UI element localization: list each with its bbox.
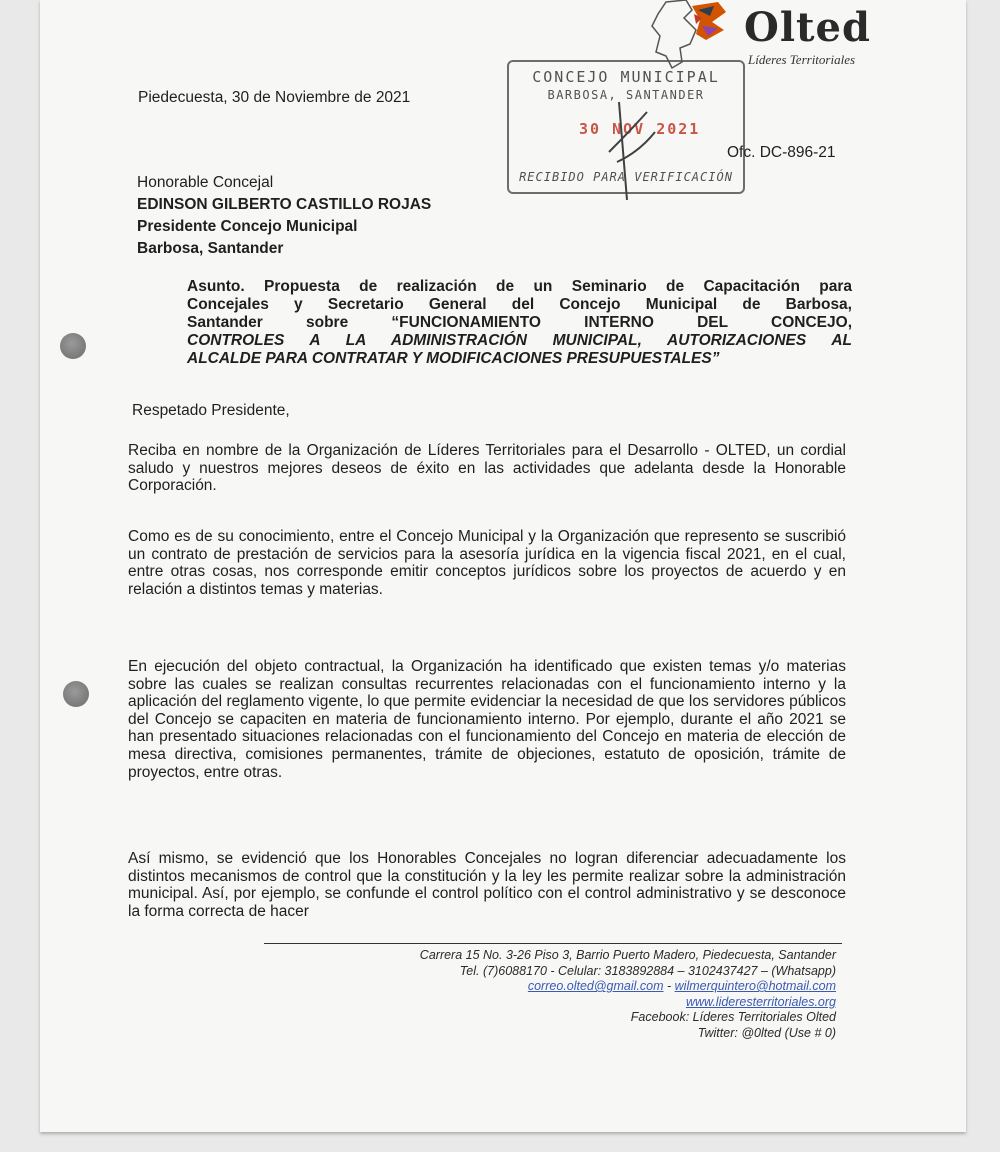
subject-line: Asunto. Propuesta de realización de un Seminario de Capacitación para	[187, 278, 852, 295]
body-paragraph: Reciba en nombre de la Organización de Líderes Territoriales para el Desarrollo - OLTED, un cordial saludo y nuestros mejores deseos de éxito en las actividades que adelanta desde la Honorable Corporación.	[128, 442, 846, 495]
recipient-title: Honorable Concejal	[137, 174, 274, 191]
subject-line: CONTROLES A LA ADMINISTRACIÓN MUNICIPAL, AUTORIZACIONES AL	[187, 332, 852, 349]
body-paragraph: Como es de su conocimiento, entre el Concejo Municipal y la Organización que represento se suscribió un contrato de prestación de servicios para la asesoría jurídica en la vigencia fiscal 2021, en el cual, entre otras cosas, nos corresponde emitir conceptos jurídicos sobre los proyectos de acuerdo y en relación a distintos temas y materias.	[128, 528, 846, 598]
recipient-position: Presidente Concejo Municipal	[137, 218, 358, 235]
recipient-name: EDINSON GILBERTO CASTILLO ROJAS	[137, 196, 432, 213]
recipient-location: Barbosa, Santander	[137, 240, 284, 257]
signature-mark	[599, 92, 669, 202]
email-link-olted[interactable]: correo.olted@gmail.com	[527, 979, 664, 993]
letter-footer	[420, 948, 836, 1041]
footer-divider	[264, 943, 842, 944]
subject-block	[187, 278, 852, 368]
email-link-wilmer[interactable]: wilmerquintero@hotmail.com	[674, 979, 836, 993]
footer-facebook: Facebook: Líderes Territoriales Olted	[630, 1010, 836, 1024]
footer-address: Carrera 15 No. 3-26 Piso 3, Barrio Puerto Madero, Piedecuesta, Santander	[419, 948, 836, 962]
stamp-date: 30 NOV 2021	[579, 120, 701, 138]
received-stamp	[507, 60, 745, 194]
binder-hole	[60, 333, 86, 359]
subject-line: ALCALDE PARA CONTRATAR Y MODIFICACIONES PRESUPUESTALES”	[187, 350, 720, 367]
logo-tagline: Líderes Territoriales	[748, 52, 856, 67]
letter-date: Piedecuesta, 30 de Noviembre de 2021	[138, 89, 411, 106]
website-link[interactable]: www.lideresterritoriales.org	[685, 994, 836, 1009]
stamp-line-2: BARBOSA, SANTANDER	[547, 88, 705, 102]
logo-wordmark: Olted	[744, 4, 871, 51]
subject-line: Santander sobre “FUNCIONAMIENTO INTERNO DEL CONCEJO,	[187, 314, 852, 331]
subject-line: Concejales y Secretario General del Concejo Municipal de Barbosa,	[187, 296, 852, 313]
body-paragraph: Así mismo, se evidenció que los Honorables Concejales no logran diferenciar adecuadamente los distintos mecanismos de control que la constitución y la ley les permite realizar sobre la administración municipal. Así, por ejemplo, se confunde el control político con el control administrativo y se desconoce la forma correcta de hacer	[128, 850, 846, 920]
stamp-line-1: CONCEJO MUNICIPAL	[532, 68, 720, 86]
office-reference: Ofc. DC-896-21	[727, 144, 836, 161]
greeting: Respetado Presidente,	[132, 402, 290, 419]
footer-phones: Tel. (7)6088170 - Celular: 3183892884 – 3102437427 – (Whatsapp)	[459, 963, 836, 978]
body-paragraph: En ejecución del objeto contractual, la Organización ha identificado que existen temas y/o materias sobre las cuales se realizan consultas recurrentes relacionadas con el funcionamiento interno y la aplicación del reglamento vigente, lo que permite evidenciar la necesidad de que los servidores públicos del Concejo se capaciten en materia de funcionamiento interno. Por ejemplo, durante el año 2021 se han presentado situaciones relacionadas con el funcionamiento del Concejo en materia de elección de mesa directiva, comisiones permanentes, trámite de objeciones, estatuto de oposición, trámite de proyectos, entre otras.	[128, 658, 846, 781]
letter-page	[40, 0, 966, 1132]
recipient-block	[137, 172, 431, 260]
footer-twitter: Twitter: @0lted (Use # 0)	[697, 1025, 836, 1040]
binder-hole	[63, 681, 89, 707]
footer-emails	[420, 979, 836, 995]
email-separator: -	[663, 979, 675, 993]
stamp-line-3: RECIBIDO PARA VERIFICACIÓN	[519, 170, 733, 184]
